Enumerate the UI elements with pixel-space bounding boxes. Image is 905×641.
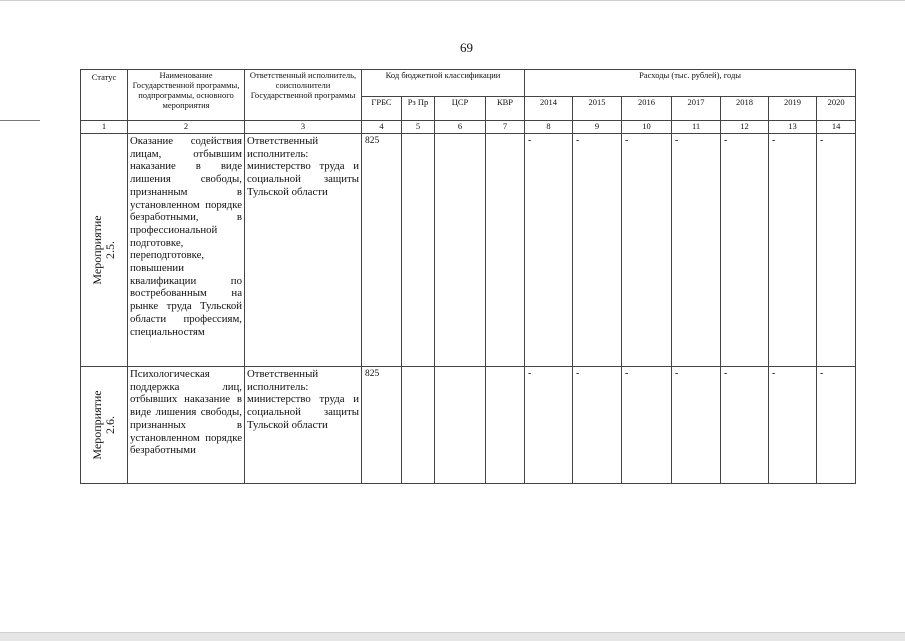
expense-2019: -: [769, 367, 817, 484]
status-number: 2.6.: [103, 416, 117, 435]
column-number: 8: [525, 121, 573, 134]
expense-2016: -: [622, 134, 672, 367]
scan-mark: [0, 120, 40, 121]
column-number: 5: [402, 121, 435, 134]
responsible-executor: Ответственный исполнитель: министерство труда и социальной защиты Тульской области: [245, 134, 362, 367]
rzpr-code: [402, 367, 435, 484]
grbs-code: 825: [362, 134, 402, 367]
expense-2018: -: [721, 367, 769, 484]
header-status: Статус: [81, 70, 128, 121]
header-year-2014: 2014: [525, 97, 573, 121]
csr-code: [435, 134, 486, 367]
csr-code: [435, 367, 486, 484]
header-year-2015: 2015: [573, 97, 622, 121]
header-name: Наименование Государственной программы, подпрограммы, основного мероприятия: [128, 70, 245, 121]
measure-name: Оказание содействия лицам, отбывшим наказание в виде лишения свободы, признанным в установленном порядке безработными, в профессиональной подготовке, переподготовке, повышении квалификации по востребованным на рынке труда Тульской области профессиям, специальностям: [128, 134, 245, 367]
expense-2017: -: [672, 134, 721, 367]
expense-2014: -: [525, 134, 573, 367]
column-number: 7: [486, 121, 525, 134]
column-number: 10: [622, 121, 672, 134]
expense-2019: -: [769, 134, 817, 367]
header-kvr: КВР: [486, 97, 525, 121]
header-expenses: Расходы (тыс. рублей), годы: [525, 70, 856, 97]
responsible-executor: Ответственный исполнитель: министерство труда и социальной защиты Тульской области: [245, 367, 362, 484]
header-budget-code: Код бюджетной классификации: [362, 70, 525, 97]
expense-2020: -: [817, 134, 856, 367]
expense-2018: -: [721, 134, 769, 367]
header-grbs: ГРБС: [362, 97, 402, 121]
expense-2015: -: [573, 367, 622, 484]
expense-2015: -: [573, 134, 622, 367]
header-responsible: Ответственный исполнитель, соисполнители Государственной программы: [245, 70, 362, 121]
column-number: 6: [435, 121, 486, 134]
scan-border-top: [0, 0, 905, 1]
status-cell: [81, 367, 128, 484]
column-number: 14: [817, 121, 856, 134]
column-number: 1: [81, 121, 128, 134]
expense-2014: -: [525, 367, 573, 484]
status-type: Мероприятие: [90, 390, 104, 460]
kvr-code: [486, 134, 525, 367]
status-number: 2.5.: [103, 241, 117, 260]
column-number: 3: [245, 121, 362, 134]
expense-2016: -: [622, 367, 672, 484]
measure-name: Психологическая поддержка лиц, отбывших наказание в виде лишения свободы, признанных в установленном порядке безработными: [128, 367, 245, 484]
page-number: 69: [460, 40, 473, 55]
kvr-code: [486, 367, 525, 484]
column-number: 13: [769, 121, 817, 134]
header-year-2016: 2016: [622, 97, 672, 121]
status-cell: [81, 134, 128, 367]
grbs-code: 825: [362, 367, 402, 484]
header-year-2018: 2018: [721, 97, 769, 121]
status-label: [91, 215, 117, 284]
header-year-2019: 2019: [769, 97, 817, 121]
status-type: Мероприятие: [90, 215, 104, 285]
column-number-row: [81, 121, 856, 134]
column-number: 9: [573, 121, 622, 134]
header-csr: ЦСР: [435, 97, 486, 121]
column-number: 11: [672, 121, 721, 134]
header-rzpr: Рз Пр: [402, 97, 435, 121]
expense-2017: -: [672, 367, 721, 484]
column-number: 12: [721, 121, 769, 134]
column-number: 2: [128, 121, 245, 134]
budget-table: [80, 69, 856, 484]
header-year-2020: 2020: [817, 97, 856, 121]
header-row-1: [81, 70, 856, 97]
table-row: [81, 367, 856, 484]
expense-2020: -: [817, 367, 856, 484]
header-year-2017: 2017: [672, 97, 721, 121]
column-number: 4: [362, 121, 402, 134]
status-label: [91, 390, 117, 459]
rzpr-code: [402, 134, 435, 367]
table-row: [81, 134, 856, 367]
